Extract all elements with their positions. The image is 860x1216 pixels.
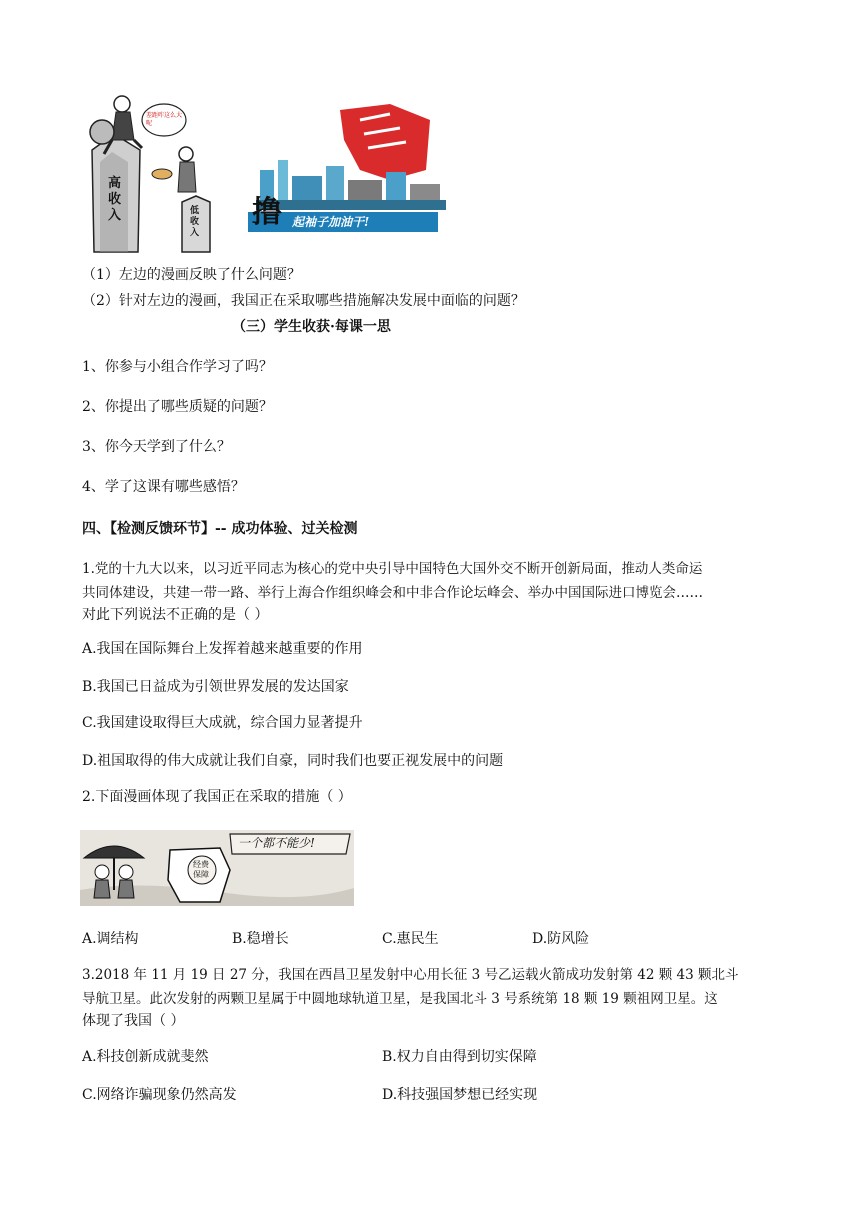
cartoon-badge-text: 经费保障 [193,860,209,879]
q1-option-c: C.我国建设取得巨大成就，综合国力显著提升 [82,715,363,731]
q1-stem-line1: 1.党的十九大以来，以习近平同志为核心的党中央引导中国特色大国外交不断开创新局面，推动人类命运 [82,561,703,577]
income-gap-cartoon [82,92,224,258]
q3-option-d: D.科技强国梦想已经实现 [382,1087,538,1103]
bubble-text: 差距咋这么大呢 [146,112,183,127]
q1-option-d: D.祖国取得的伟大成就让我们自豪，同时我们也要正视发展中的问题 [82,753,504,769]
q3-option-b: B.权力自由得到切实保障 [382,1049,537,1065]
section-4-title: 四、【检测反馈环节】-- 成功体验、过关检测 [82,521,358,537]
q1-stem-line2: 共同体建设，共建一带一路、举行上海合作组织峰会和中非合作论坛峰会、举办中国国际进口博览会…… [82,585,703,601]
q2-option-b: B.稳增长 [232,931,289,947]
q3-option-a: A.科技创新成就斐然 [82,1049,209,1065]
q2-option-a: A.调结构 [82,931,139,947]
q2-option-d: D.防风险 [532,931,590,947]
q3-stem-line1: 3.2018 年 11 月 19 日 27 分，我国在西昌卫星发射中心用长征 3 号乙运载火箭成功发射第 42 颗 43 颗北斗 [82,967,739,983]
section-3-title: （三）学生收获·每课一思 [232,319,391,335]
question-2-intro: （2）针对左边的漫画，我国正在采取哪些措施解决发展中面临的问题？ [82,293,525,309]
roll-up-sleeves-cartoon [240,100,446,240]
high-income-label: 高收入 [108,176,122,223]
q3-stem-line2: 导航卫星。此次发射的两颗卫星属于中圆地球轨道卫星，是我国北斗 3 号系统第 18 颗 19 颗祖网卫星。这 [82,991,718,1007]
low-income-label: 低收入 [190,206,200,238]
question-1-intro: （1）左边的漫画反映了什么问题？ [82,267,301,283]
cartoon-caption-top: 一个都不能少! [238,836,315,850]
q1-option-b: B.我国已日益成为引领世界发展的发达国家 [82,679,349,695]
reflection-4: 4、学了这课有哪些感悟？ [82,479,245,495]
reflection-1: 1、你参与小组合作学习了吗？ [82,359,273,375]
reflection-2: 2、你提出了哪些质疑的问题？ [82,399,273,415]
q2-option-c: C.惠民生 [382,931,439,947]
q1-stem-line3: 对此下列说法不正确的是（ ） [82,607,269,623]
q3-stem-line3: 体现了我国（ ） [82,1013,185,1029]
q3-option-c: C.网络诈骗现象仍然高发 [82,1087,237,1103]
big-character: 撸 [252,195,282,230]
slogan-text: 起袖子加油干! [292,215,370,229]
reflection-3: 3、你今天学到了什么？ [82,439,231,455]
q1-option-a: A.我国在国际舞台上发挥着越来越重要的作用 [82,641,363,657]
education-funding-cartoon [80,830,354,906]
q2-stem: 2.下面漫画体现了我国正在采取的措施（ ） [82,789,352,805]
